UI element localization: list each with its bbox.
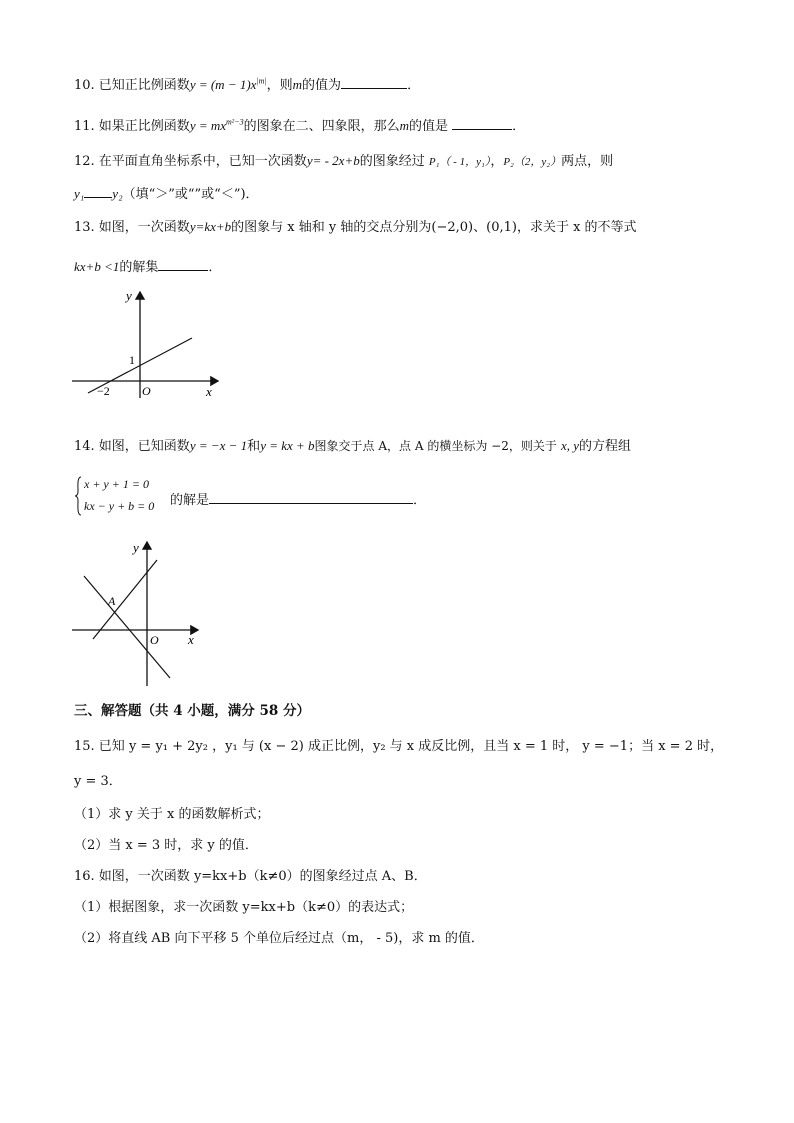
q10-exponent: |m| — [256, 76, 267, 86]
q10-suffix: 的值为 — [302, 78, 342, 93]
q14-vars: x, y — [560, 438, 580, 453]
q12-mid: 的图象经过 — [359, 154, 425, 169]
q14-x-label: x — [188, 632, 194, 647]
q12-fill-text: （填“＞”或“”或“＜”)． — [122, 187, 259, 202]
q16-line1: 16. 如图，一次函数 y=kx+b（k≠0）的图象经过点 A、B． — [74, 869, 427, 884]
q14-answer-blank[interactable] — [209, 489, 413, 504]
q14-end-line1: 的方程组 — [579, 439, 632, 454]
q16-part2: （2）将直线 AB 向下平移 5 个单位后经过点（m， - 5)，求 m 的值． — [74, 931, 484, 946]
question-13-line2 — [74, 256, 221, 277]
q13-x-label: x — [206, 384, 212, 399]
question-11 — [74, 115, 525, 136]
q13-pt2: (0,1) — [486, 220, 517, 235]
q13-y-tick-label: 1 — [129, 353, 135, 367]
q15-line1: 15. 已知 y = y₁ + 2y₂ ，y₁ 与 (x − 2) 成正比例，y₂ 与 x 成反比例，且当 x = 1 时， y = −1；当 x = 2 时， — [74, 739, 724, 754]
q10-prefix: 10. 已知正比例函数 — [74, 78, 190, 93]
question-10 — [74, 74, 420, 95]
q16-part1: （1）根据图象，求一次函数 y=kx+b（k≠0）的表达式； — [74, 900, 414, 915]
q14-brace — [74, 476, 82, 516]
q13-prefix: 13. 如图，一次函数 — [74, 220, 190, 235]
q13-mid: 的图象与 x 轴和 y 轴的交点分别为 — [231, 220, 432, 235]
q13-solution-text: 的解集 — [119, 260, 159, 275]
q12-y1: y₁ — [74, 186, 85, 201]
q14-f1: y = −x − 1 — [189, 438, 248, 453]
q11-prefix: 11. 如果正比例函数 — [74, 119, 190, 134]
question-12-line2 — [74, 183, 259, 204]
question-12-line1 — [74, 152, 613, 171]
q13-sep: 、 — [473, 220, 487, 235]
q11-end: ． — [512, 119, 526, 134]
q13-pt1: (−2,0) — [431, 220, 474, 235]
q13-y-label: y — [126, 288, 132, 303]
q12-p2: P₂（2，y₂） — [503, 156, 562, 168]
q12-sep: ， — [490, 154, 504, 169]
q12-end: 两点，则 — [561, 154, 614, 169]
q11-var: m — [399, 118, 409, 133]
q11-mid: 的图象在二、四象限，那么 — [243, 119, 400, 134]
q14-line-neg-x-minus-1 — [84, 576, 170, 678]
q13-inequality: kx+b <1 — [74, 259, 120, 274]
q10-var: m — [292, 77, 303, 92]
q10-formula: y = (m − 1)x — [189, 77, 257, 92]
q14-equation-1: x + y + 1 = 0 — [84, 477, 149, 491]
q13-origin-label: O — [142, 384, 151, 398]
q15-part2: （2）当 x = 3 时，求 y 的值． — [74, 838, 258, 853]
q12-formula: y= - 2x+b — [306, 153, 360, 168]
q14-end: ． — [413, 493, 427, 508]
q14-y-label: y — [133, 540, 139, 555]
q15-line2: y = 3． — [74, 774, 122, 789]
q11-suffix: 的值是 — [409, 119, 449, 134]
q14-origin-label: O — [150, 633, 159, 647]
q14-equation-2: kx − y + b = 0 — [84, 499, 155, 513]
q14-and: 和 — [247, 439, 261, 454]
q15-part1: （1）求 y 关于 x 的函数解析式； — [74, 807, 270, 822]
q12-p1: P₁（ - 1，y₁） — [428, 156, 491, 168]
q11-answer-blank[interactable] — [452, 115, 512, 130]
q13-graph — [66, 286, 226, 404]
q12-prefix: 12. 在平面直角坐标系中，已知一次函数 — [74, 154, 307, 169]
q14-mid: 图象交于点 A，点 A 的横坐标为 −2，则关于 — [314, 439, 557, 453]
q10-end: ． — [407, 78, 421, 93]
q12-y2: y₂ — [112, 186, 123, 201]
q11-formula: y = mx — [189, 118, 227, 133]
q14-prefix: 14. 如图，已知函数 — [74, 439, 190, 454]
section-3-title: 三、解答题（共 4 小题，满分 58 分） — [74, 703, 310, 719]
q14-solution-text: 的解是 — [170, 493, 210, 508]
question-14-line1 — [74, 437, 631, 456]
q14-solution-line — [170, 489, 426, 510]
q14-f2: y = kx + b — [260, 438, 315, 453]
q13-end: ． — [208, 260, 222, 275]
q11-exponent: m²−3 — [226, 117, 244, 127]
q13-x-tick-label: −2 — [97, 384, 110, 398]
q12-answer-blank[interactable] — [84, 183, 112, 198]
q10-answer-blank[interactable] — [341, 74, 407, 89]
question-13-line1 — [74, 218, 637, 237]
q13-formula: y=kx+b — [189, 219, 232, 234]
q10-mid: ，则 — [266, 78, 293, 93]
q13-answer-blank[interactable] — [158, 256, 208, 271]
q14-point-a-label: A — [108, 594, 116, 608]
q14-graph — [66, 536, 216, 688]
q13-end-line1: ，求关于 x 的不等式 — [516, 220, 637, 235]
